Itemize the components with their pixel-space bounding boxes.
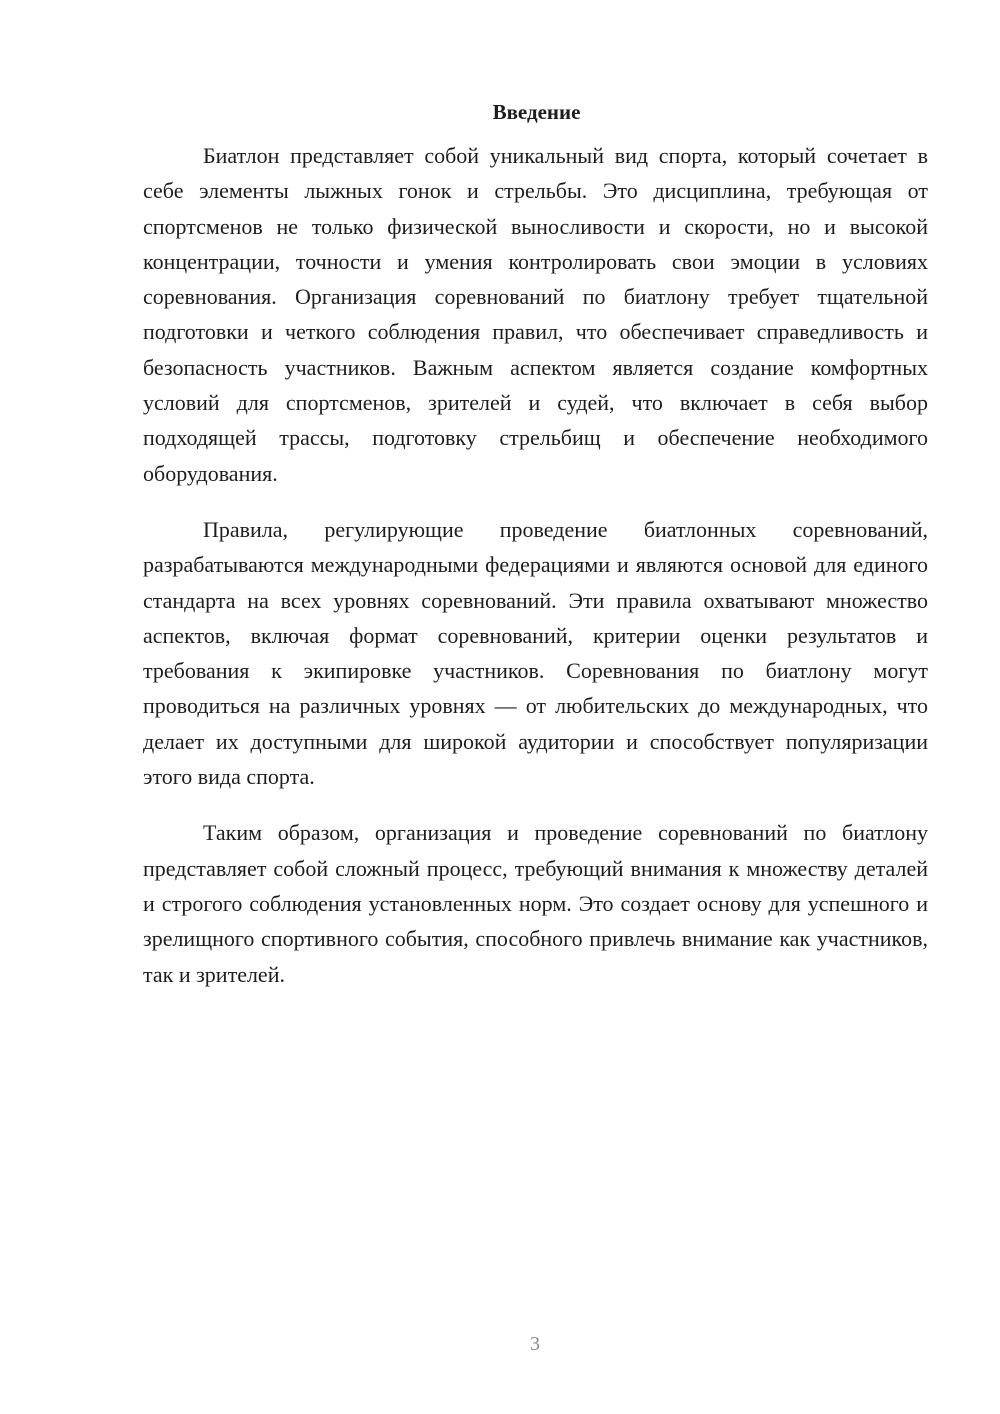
paragraph-1: Биатлон представляет собой уникальный вид спорта, который сочетает в себе элементы лыжных гонок и стрельбы. Это дисциплина, требующая от спортсменов не только физической выносливости и скорости, но и высокой концентрации, точности и умения контролировать свои эмоции в условиях соревнования. Организация соревнований по биатлону требует тщательной подготовки и четкого соблюдения правил, что обеспечивает справедливость и безопасность участников. Важным аспектом является создание комфортных условий для спортсменов, зрителей и судей, что включает в себя выбор подходящей трассы, подготовку стрельбищ и обеспечение необходимого оборудования. [143, 143, 928, 486]
paragraph-3: Таким образом, организация и проведение соревнований по биатлону представляет собой сложный процесс, требующий внимания к множеству деталей и строгого соблюдения установленных норм. Это создает основу для успешного и зрелищного спортивного события, способного привлечь внимание как участников, так и зрителей. [143, 820, 928, 987]
page-number: 3 [530, 1333, 540, 1355]
paragraph-2: Правила, регулирующие проведение биатлонных соревнований, разрабатываются международными федерациями и являются основой для единого стандарта на всех уровнях соревнований. Эти правила охватывают множество аспектов, включая формат соревнований, критерии оценки результатов и требования к экипировке участников. Соревнования по биатлону могут проводиться на различных уровнях — от любительских до международных, что делает их доступными для широкой аудитории и способствует популяризации этого вида спорта. [143, 516, 928, 790]
page-content [143, 96, 928, 1013]
section-title: Введение [492, 100, 581, 124]
